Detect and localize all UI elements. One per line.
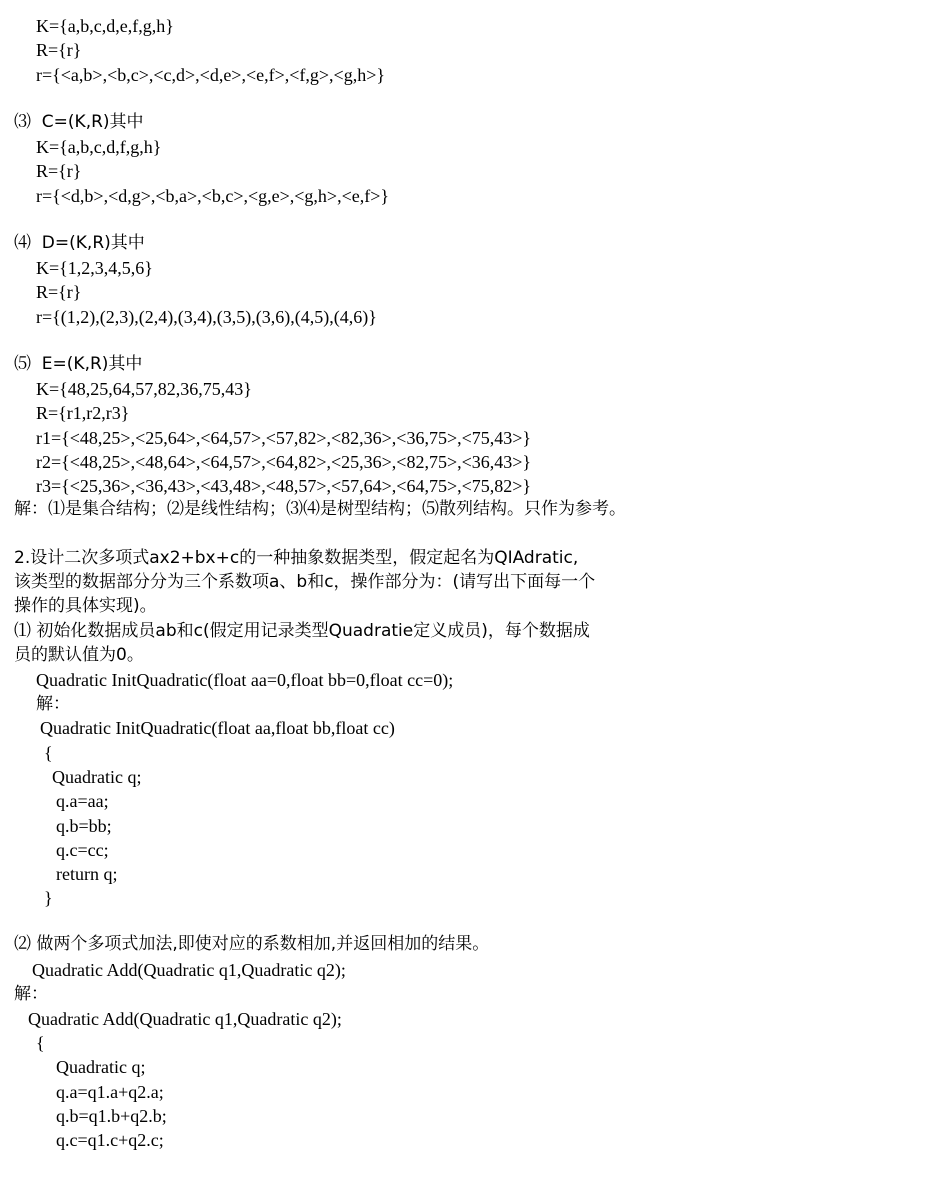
question-line: 操作的具体实现)。 [14,596,157,616]
answer-line: 解：⑴是集合结构；⑵是线性结构；⑶⑷是树型结构；⑸散列结构。只作为参考。 [14,499,626,519]
answer-label: 解： [36,694,70,714]
code-line: Quadratic q; [56,1057,146,1077]
text-line: r3={<25,36>,<36,43>,<43,48>,<48,57>,<57,64>,<64,75>,<75,82>} [36,476,532,496]
code-line: { [44,743,53,763]
code-line: Quadratic Add(Quadratic q1,Quadratic q2); [28,1009,342,1029]
code-line: q.c=cc; [56,840,109,860]
code-line: q.c=q1.c+q2.c; [56,1130,164,1150]
text-line: R={r1,r2,r3} [36,403,130,423]
question-line: 该类型的数据部分分为三个系数项a、b和c，操作部分为：(请写出下面每一个 [14,572,596,592]
code-line: q.a=q1.a+q2.a; [56,1082,164,1102]
code-line: Quadratic Add(Quadratic q1,Quadratic q2); [32,960,346,980]
text-line: R={r} [36,161,82,181]
section-heading: ⑸ E=(K,R)其中 [14,354,143,374]
code-line: } [44,888,53,908]
code-line: { [36,1033,45,1053]
code-line: Quadratic InitQuadratic(float aa=0,float bb=0,float cc=0); [36,670,454,690]
text-line: K={1,2,3,4,5,6} [36,258,153,278]
text-line: r1={<48,25>,<25,64>,<64,57>,<57,82>,<82,36>,<36,75>,<75,43>} [36,428,532,448]
text-line: K={a,b,c,d,e,f,g,h} [36,16,174,36]
code-line: Quadratic q; [52,767,142,787]
code-line: q.a=aa; [56,791,109,811]
code-line: q.b=q1.b+q2.b; [56,1106,167,1126]
text-line: r2={<48,25>,<48,64>,<64,57>,<64,82>,<25,36>,<82,75>,<36,43>} [36,452,532,472]
question-line: ⑴ 初始化数据成员ab和c(假定用记录类型Quadratie定义成员)，每个数据成 [14,621,590,641]
text-line: K={a,b,c,d,f,g,h} [36,137,162,157]
text-line: K={48,25,64,57,82,36,75,43} [36,379,252,399]
code-line: q.b=bb; [56,816,112,836]
text-line: r={<d,b>,<d,g>,<b,a>,<b,c>,<g,e>,<g,h>,<e,f>} [36,186,389,206]
question-line: 员的默认值为0。 [14,645,144,665]
code-line: Quadratic InitQuadratic(float aa,float bb,float cc) [40,718,395,738]
section-heading: ⑷ D=(K,R)其中 [14,233,145,253]
text-line: R={r} [36,40,82,60]
question-line: ⑵ 做两个多项式加法,即使对应的系数相加,并返回相加的结果。 [14,934,490,954]
text-line: r={(1,2),(2,3),(2,4),(3,4),(3,5),(3,6),(4,5),(4,6)} [36,307,377,327]
text-line: R={r} [36,282,82,302]
question-line: 2.设计二次多项式ax2+bx+c的一种抽象数据类型，假定起名为QIAdratic, [14,548,579,568]
code-line: return q; [56,864,118,884]
answer-label: 解： [14,984,48,1004]
section-heading: ⑶ C=(K,R)其中 [14,112,144,132]
text-line: r={<a,b>,<b,c>,<c,d>,<d,e>,<e,f>,<f,g>,<g,h>} [36,65,385,85]
